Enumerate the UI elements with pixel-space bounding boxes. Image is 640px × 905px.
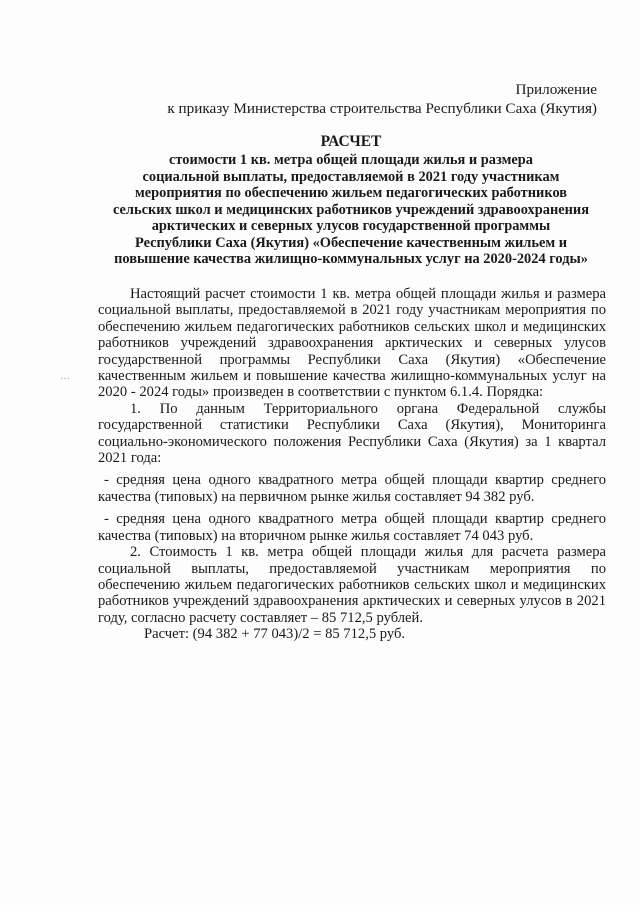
primary-market-price: - средняя цена одного квадратного метра общей площади квартир среднего качества (типовых) на первичном рынке жилья составляет 94 382 руб. (98, 472, 606, 505)
item-1-paragraph: 1. По данным Территориального органа Федеральной службы государственной статистики Республики Саха (Якутия), Мониторинга социально-экономического положения Республики Саха (Якутия) за 1 квартал 2021 года: (98, 400, 606, 467)
heading-line: арктических и северных улусов государственной программы (151, 218, 551, 234)
heading-line: сельских школ и медицинских работников учреждений здравоохранения (112, 201, 589, 218)
intro-paragraph: Настоящий расчет стоимости 1 кв. метра общей площади жилья и размера социальной выплаты, предоставляемой в 2021 году участникам мероприятия по обеспечению жильем педагогических работников сельских школ и медицинских работников учреждений здравоохранения арктических и северных улусов государственной программы Республики Саха (Якутия) «Обеспечение качественным жильем и повышение качества жилищно-коммунальных услуг на 2020 - 2024 годы» произведен в соответствии с пунктом 6.1.4. Порядка: (98, 286, 606, 401)
heading-line: Республики Саха (Якутия) «Обеспечение качественным жильем и (134, 234, 568, 251)
document-heading (96, 133, 606, 268)
appendix-order-reference: к приказу Министерства строительства Республики Саха (Якутия) (167, 100, 597, 117)
heading-line: повышение качества жилищно-коммунальных услуг на 2020-2024 годы» (114, 251, 588, 267)
appendix-note (127, 80, 597, 118)
document-body (98, 286, 606, 643)
heading-title: РАСЧЕТ (320, 133, 382, 150)
appendix-title: Приложение (515, 81, 597, 98)
scan-dots: … (60, 371, 70, 382)
heading-line: социальной выплаты, предоставляемой в 2021 году участникам (142, 168, 560, 185)
calculation-line: Расчет: (94 382 + 77 043)/2 = 85 712,5 руб. (144, 626, 406, 643)
secondary-market-price: - средняя цена одного квадратного метра общей площади квартир среднего качества (типовых) на вторичном рынке жилья составляет 74 043 руб. (98, 511, 606, 544)
item-2-paragraph: 2. Стоимость 1 кв. метра общей площади жилья для расчета размера социальной выплаты, предоставляемой участникам мероприятия по обеспечению жильем педагогических работников сельских школ и медицинских работников учреждений здравоохранения арктических и северных улусов в 2021 году, согласно расчету составляет – 85 712,5 рублей. (98, 544, 606, 626)
heading-line: мероприятия по обеспечению жильем педагогических работников (134, 185, 568, 201)
heading-line: стоимости 1 кв. метра общей площади жилья и размера (169, 152, 533, 168)
